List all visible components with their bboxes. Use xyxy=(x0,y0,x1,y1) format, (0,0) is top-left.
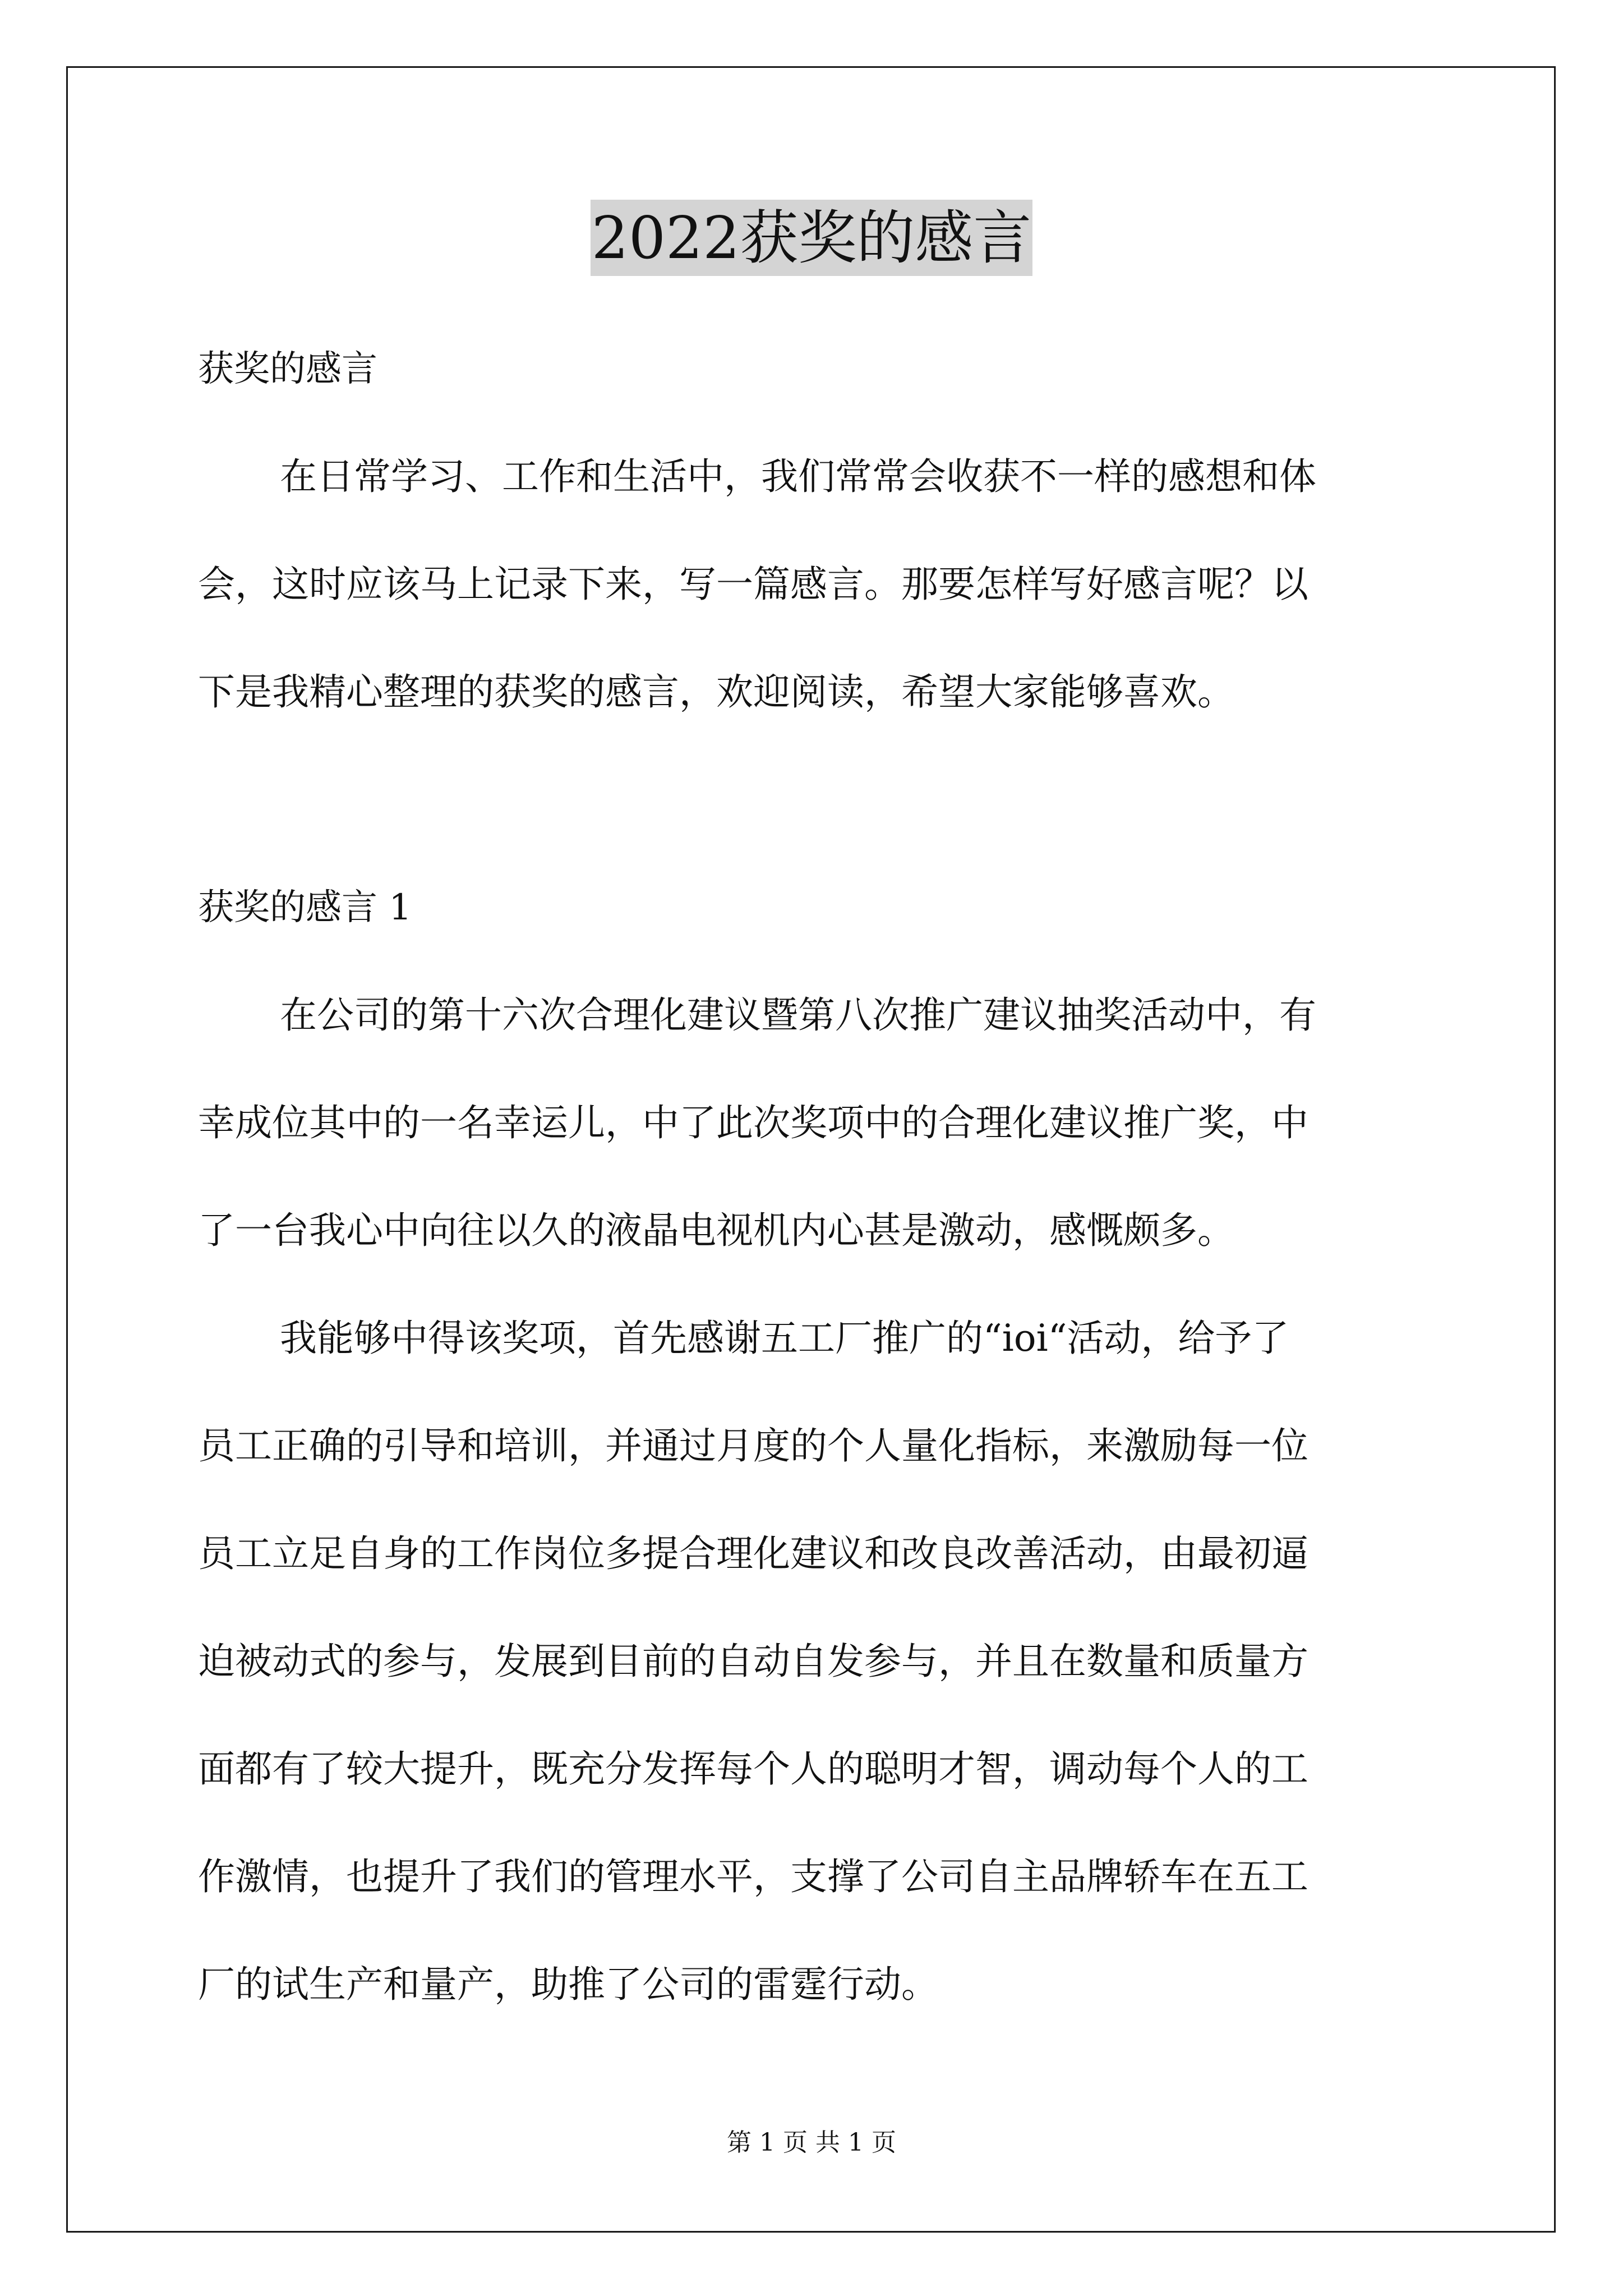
para2-line-6: 作激情，也提升了我们的管理水平，支撑了公司自主品牌轿车在五工 xyxy=(198,1855,1308,1898)
para1-line-3: 了一台我心中向往以久的液晶电视机内心甚是激动，感慨颇多。 xyxy=(198,1209,1234,1252)
intro-line-2: 会，这时应该马上记录下来，写一篇感言。那要怎样写好感言呢？以 xyxy=(198,563,1308,606)
para1-line-1: 在公司的第十六次合理化建议暨第八次推广建议抽奖活动中，有 xyxy=(280,993,1316,1037)
intro-line-1: 在日常学习、工作和生活中，我们常常会收获不一样的感想和体 xyxy=(280,455,1316,498)
document-body xyxy=(198,342,1429,2012)
para2-line-3: 员工立足自身的工作岗位多提合理化建议和改良改善活动，由最初逼 xyxy=(198,1532,1308,1575)
para2-line-2: 员工正确的引导和培训，并通过月度的个人量化指标，来激励每一位 xyxy=(198,1424,1308,1467)
page-footer: 第 1 页 共 1 页 xyxy=(727,2128,896,2157)
intro-line-3: 下是我精心整理的获奖的感言，欢迎阅读，希望大家能够喜欢。 xyxy=(198,670,1234,714)
section-heading-1: 获奖的感言 1 xyxy=(198,887,412,928)
document-title: 2022获奖的感言 xyxy=(591,200,1033,276)
para2-line-5: 面都有了较大提升，既充分发挥每个人的聪明才智，调动每个人的工 xyxy=(198,1747,1308,1791)
para2-line-1: 我能够中得该奖项，首先感谢五工厂推广的“ioi“活动，给予了 xyxy=(280,1317,1289,1360)
section-heading-intro: 获奖的感言 xyxy=(198,348,377,390)
para1-line-2: 幸成位其中的一名幸运儿，中了此次奖项中的合理化建议推广奖，中 xyxy=(198,1101,1308,1144)
para2-line-7: 厂的试生产和量产，助推了公司的雷霆行动。 xyxy=(198,1963,938,2006)
para2-line-4: 迫被动式的参与，发展到目前的自动自发参与，并且在数量和质量方 xyxy=(198,1640,1308,1683)
title-area xyxy=(0,200,1623,276)
